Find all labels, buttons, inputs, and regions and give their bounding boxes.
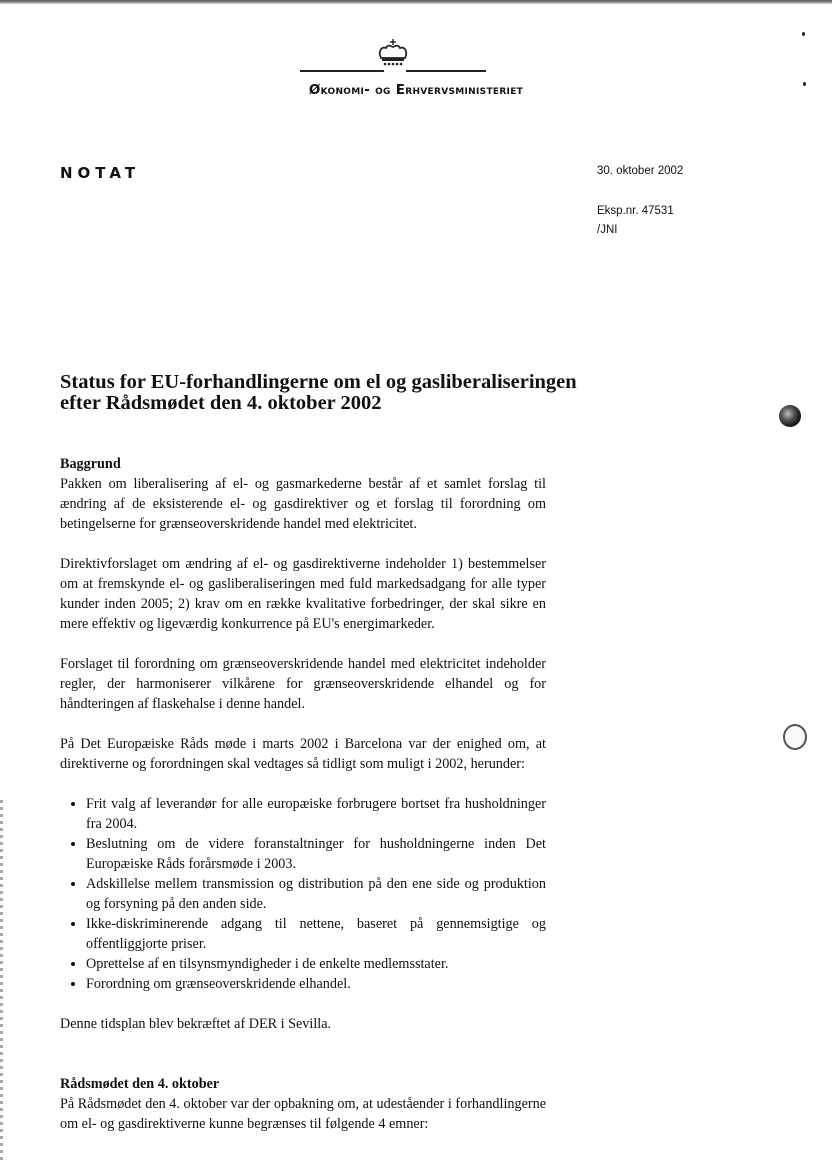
section-heading-raadsmoedet: Rådsmødet den 4. oktober bbox=[60, 1076, 220, 1092]
paragraph: På Det Europæiske Råds møde i marts 2002 i Barcelona var der enighed om, at direktiverne og forordningen skal vedtages så tidligt som muligt i 2002, herunder: bbox=[60, 736, 546, 772]
paragraph: På Rådsmødet den 4. oktober var der opbakning om, at udeståender i forhandlingerne om el- og gasdirektiverne kunne begrænses til følgende 4 emner: bbox=[60, 1096, 546, 1132]
reference-number: Eksp.nr. 47531 bbox=[597, 205, 674, 217]
list-item: • Adskillelse mellem transmission og distribution på den ene side og produktion og forsyning på den anden side. bbox=[86, 874, 546, 914]
list-item: • Beslutning om de videre foranstaltninger for husholdningerne inden Det Europæiske Råds forårsmøde i 2003. bbox=[86, 834, 546, 874]
scan-speck bbox=[803, 82, 806, 86]
document-date: 30. oktober 2002 bbox=[597, 165, 684, 177]
paragraph: Pakken om liberalisering af el- og gasmarkederne består af et samlet forslag til ændring af de eksisterende el- og gasdirektiver og et forslag til forordning om betingelserne for grænseoverskridende handel med elektricitet. bbox=[60, 476, 546, 532]
paragraph: Forslaget til forordning om grænseoverskridende handel med elektricitet indeholder regler, der harmoniserer vilkårene for grænseoverskridende elhandel og for håndteringen af flaskehalse i denne handel. bbox=[60, 656, 546, 712]
paragraph: Denne tidsplan blev bekræftet af DER i Sevilla. bbox=[60, 1016, 332, 1032]
punch-hole-mark bbox=[779, 405, 801, 427]
section-heading-baggrund: Baggrund bbox=[60, 456, 121, 472]
scan-top-edge bbox=[0, 0, 832, 4]
scan-left-edge bbox=[0, 800, 3, 1163]
title-line-1: Status for EU-forhandlingerne om el og gasliberaliseringen bbox=[60, 371, 577, 393]
list-item: • Oprettelse af en tilsynsmyndigheder i de enkelte medlemsstater. bbox=[86, 954, 546, 974]
scan-speck bbox=[802, 32, 805, 36]
logo-rule-right bbox=[406, 70, 486, 72]
crown-logo bbox=[373, 38, 413, 70]
paragraph: Direktivforslaget om ændring af el- og gasdirektiverne indeholder 1) bestemmelser om at fremskynde el- og gasliberaliseringen med fuld markedsadgang for alle typer kunder inden 2005; 2) krav om en række kvalitative forbedringer, der skal sikre en mere effektiv og ligeværdig konkurrence på EU's energimarkeder. bbox=[60, 556, 546, 632]
document-type: NOTAT bbox=[60, 164, 141, 182]
bullet-list bbox=[60, 794, 546, 994]
document-body bbox=[60, 454, 546, 1154]
punch-hole-mark bbox=[783, 724, 807, 750]
document-title bbox=[60, 372, 580, 414]
list-item: • Forordning om grænseoverskridende elhandel. bbox=[86, 974, 546, 994]
list-item: • Ikke-diskriminerende adgang til nettene, baseret på gennemsigtige og offentliggjorte priser. bbox=[86, 914, 546, 954]
author-initials: /JNI bbox=[597, 224, 618, 236]
ministry-name: Økonomi- og Erhvervsministeriet bbox=[308, 82, 524, 98]
logo-rule-left bbox=[300, 70, 384, 72]
title-line-2: efter Rådsmødet den 4. oktober 2002 bbox=[60, 392, 382, 414]
list-item: • Frit valg af leverandør for alle europæiske forbrugere bortset fra husholdninger fra 2004. bbox=[86, 794, 546, 834]
